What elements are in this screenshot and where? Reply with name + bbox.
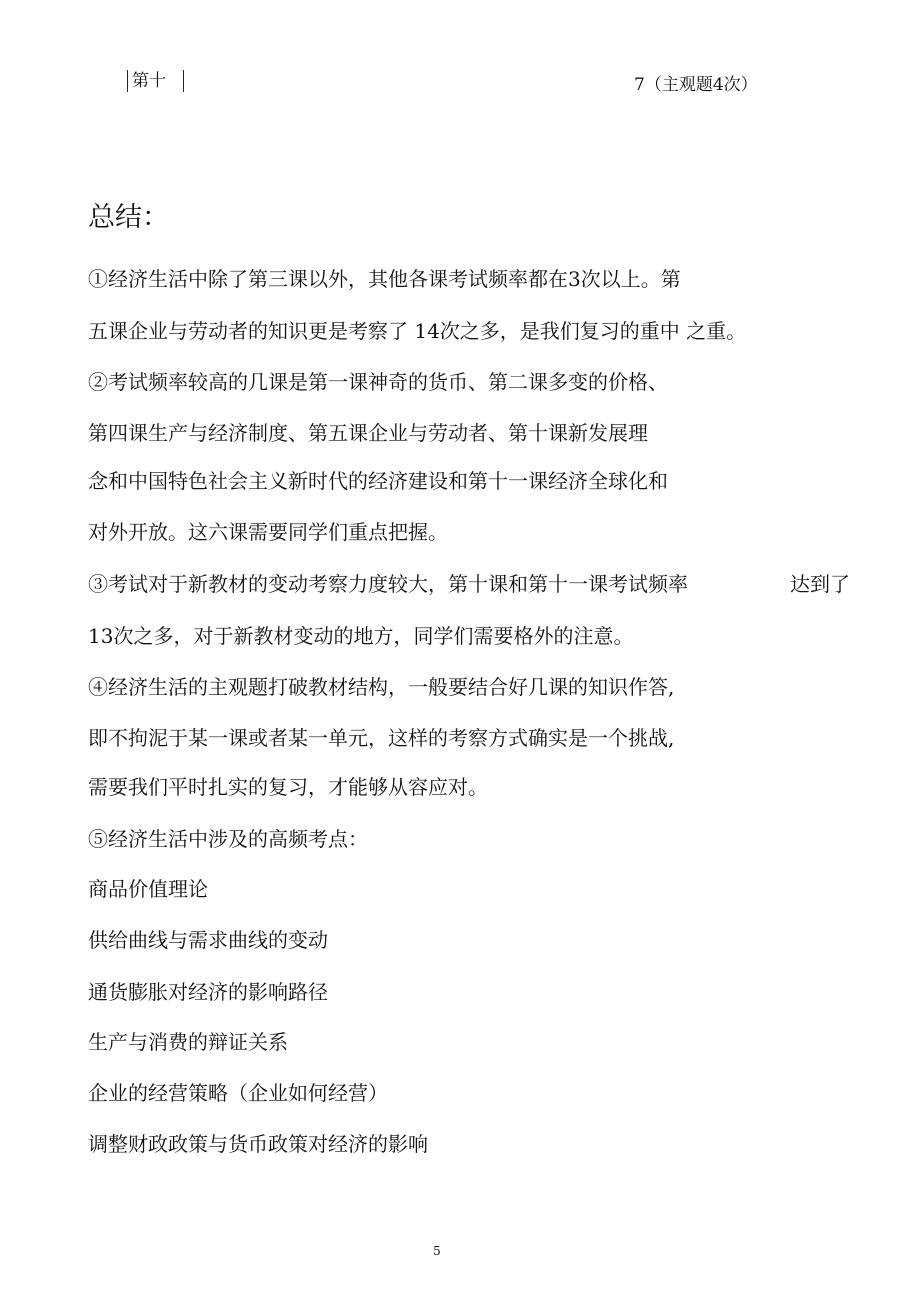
summary-line: 需要我们平时扎实的复习，才能够从容应对。 (88, 775, 488, 799)
hot-topic-item: 通货膨胀对经济的影响路径 (88, 980, 328, 1004)
summary-line: ②考试频率较高的几课是第一课神奇的货币、第二课多变的价格、 (88, 370, 668, 394)
summary-line: 对外开放。这六课需要同学们重点把握。 (88, 520, 448, 544)
hot-topic-item: 调整财政政策与货币政策对经济的影响 (88, 1132, 428, 1156)
summary-line: 念和中国特色社会主义新时代的经济建设和第十一课经济全球化和 (88, 469, 668, 493)
summary-line: 第四课生产与经济制度、第五课企业与劳动者、第十课新发展理 (88, 421, 648, 445)
summary-line: ③考试对于新教材的变动考察力度较大，第十课和第十一课考试频率 (88, 572, 688, 596)
summary-line: 13次之多，对于新教材变动的地方，同学们需要格外的注意。 (88, 624, 634, 648)
summary-line-continuation: 达到了 (790, 572, 850, 596)
hot-topic-item: 商品价值理论 (88, 877, 208, 901)
summary-line: 五课企业与劳动者的知识更是考察了 14次之多，是我们复习的重中 之重。 (88, 319, 747, 343)
hot-topic-item: 生产与消费的辩证关系 (88, 1030, 288, 1054)
hot-topic-item: 供给曲线与需求曲线的变动 (88, 928, 328, 952)
summary-line: ①经济生活中除了第三课以外，其他各课考试频率都在3次以上。第 (88, 267, 681, 291)
page-number: 5 (433, 1244, 441, 1258)
summary-line: 即不拘泥于某一课或者某一单元，这样的考察方式确实是一个挑战, (88, 726, 675, 750)
table-cell-frequency: 7（主观题4次） (634, 75, 758, 95)
summary-heading: 总结： (88, 202, 169, 233)
hot-topic-item: 企业的经营策略（企业如何经营） (88, 1081, 388, 1105)
summary-line: ④经济生活的主观题打破教材结构，一般要结合好几课的知识作答, (88, 675, 675, 699)
table-cell-lesson: 第十 (127, 70, 184, 92)
summary-line: ⑤经济生活中涉及的高频考点： (88, 827, 368, 851)
